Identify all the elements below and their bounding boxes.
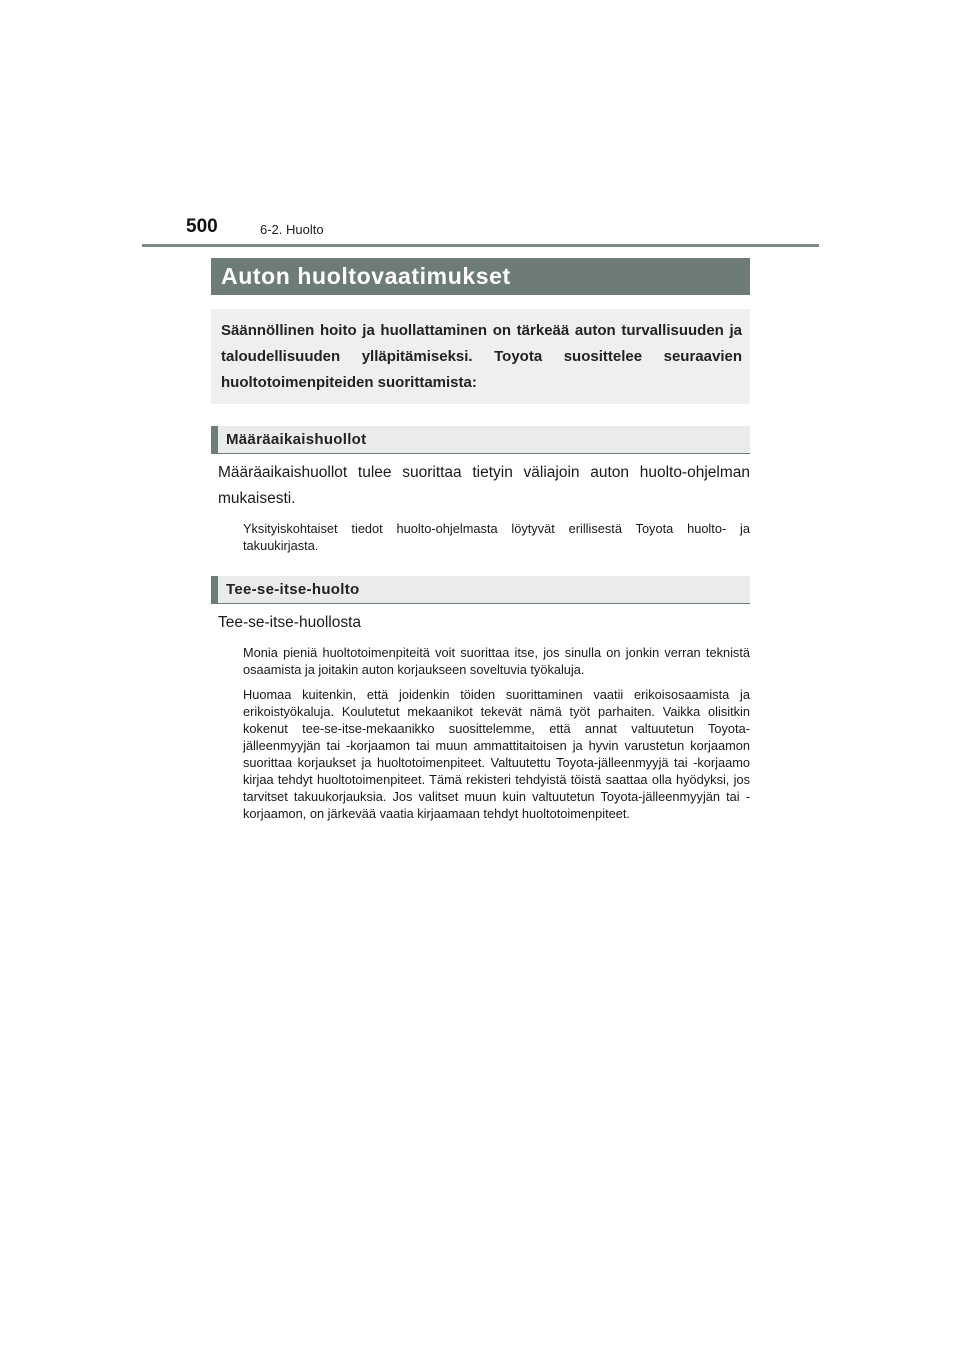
section-heading-label: Tee-se-itse-huolto <box>226 581 360 598</box>
section-heading-tee-se-itse-huolto <box>211 576 750 604</box>
section-label: 6-2. Huolto <box>260 222 324 237</box>
page-content <box>211 258 750 822</box>
section-note: Monia pieniä huoltotoimenpiteitä voit suorittaa itse, jos sinulla on jonkin verran teknistä osaamista ja joitakin auton korjaukseen soveltuvia työkaluja. <box>243 645 750 677</box>
title-bar <box>211 258 750 295</box>
page-title: Auton huoltovaatimukset <box>221 263 511 289</box>
section-body: Määräaikaishuollot tulee suorittaa tietyin väliajoin auton huolto-ohjelman mukaisesti. <box>218 464 750 507</box>
section-heading-label: Määräaikaishuollot <box>226 431 367 448</box>
section-note: Yksityiskohtaiset tiedot huolto-ohjelmasta löytyvät erillisestä Toyota huolto- ja takuukirjasta. <box>243 521 750 553</box>
header-rule <box>142 244 819 247</box>
section-heading-maaraaikaishuollot <box>211 426 750 454</box>
page-number: 500 <box>186 216 218 237</box>
section-note: Huomaa kuitenkin, että joidenkin töiden suorittaminen vaatii erikoisosaamista ja erikoistyökaluja. Koulutetut mekaanikot tekevät nämä työt parhaiten. Vaikka olisitkin kokenut tee-se-itse-mekaanikko suosittelemme, että annat valtuutetun Toyota-jälleenmyyjän tai -korjaamon tai muun ammattitaitoisen ja hyvin varustetun korjaamon suorittaa korjaukset ja huoltotoimenpiteet. Valtuutettu Toyota-jälleenmyyjä tai -korjaamo kirjaa tehdyt huoltotoimenpiteet. Tämä rekisteri tehdyistä töistä saattaa olla hyödyksi, jos tarvitset takuukorjauksia. Jos valitset muun kuin valtuutetun Toyota-jälleenmyyjän tai -korjaamon, on järkevää vaatia kirjaamaan tehdyt huoltotoimenpiteet. <box>243 687 750 821</box>
section-body: Tee-se-itse-huollosta <box>218 614 362 631</box>
intro-box: Säännöllinen hoito ja huollattaminen on tärkeää auton turvallisuuden ja taloudellisuuden ylläpitämiseksi. Toyota suosittelee seuraavien huoltotoimenpiteiden suorittamista: <box>211 309 750 404</box>
